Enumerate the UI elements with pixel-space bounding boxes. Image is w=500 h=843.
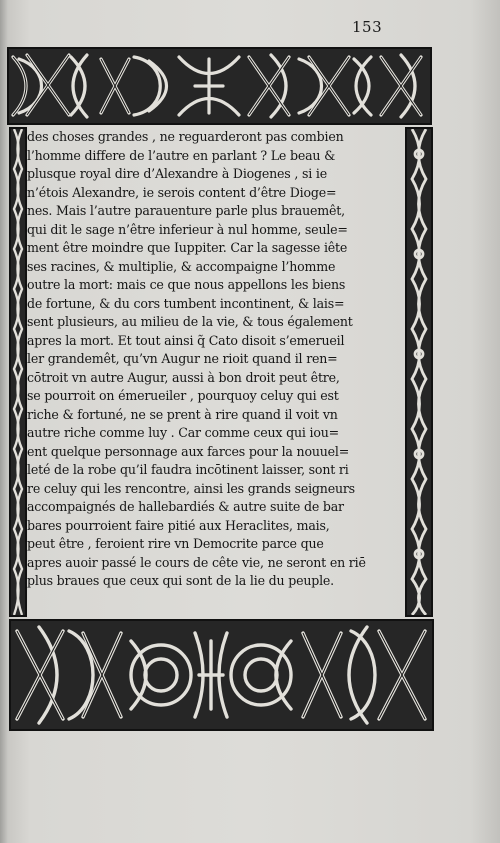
- text-line: des choses grandes , ne reguarderont pas combien: [27, 129, 344, 144]
- text-line: autre riche comme luy . Car comme ceux qui iou=: [27, 425, 340, 440]
- text-line: peut être , feroient rire vn Democrite parce que: [27, 536, 324, 551]
- text-line: apres auoir passé le cours de cête vie, ne seront en riē: [27, 554, 366, 570]
- text-line: ses racines, & multiplie, & accompaigne l’homme: [27, 258, 336, 274]
- text-line: ler grandemêt, qu’vn Augur ne rioit quand il ren=: [27, 351, 338, 366]
- text-line: qui dit le sage n’être inferieur à nul homme, seule=: [27, 221, 348, 237]
- text-line: plus braues que ceux qui sont de la lie du peuple.: [27, 573, 334, 588]
- text-line: n’étois Alexandre, ie serois content d’être Dioge=: [27, 184, 337, 200]
- text-line: apres la mort. Et tout ainsi q̃ Cato disoit s’emerueil: [27, 332, 345, 348]
- text-line: bares pourroient faire pitié aux Heraclites, mais,: [27, 517, 330, 533]
- top-knotwork-ornament: [7, 47, 432, 125]
- page-number: 153: [352, 18, 383, 36]
- text-line: l’homme differe de l’autre en parlant ? Le beau &: [27, 147, 336, 163]
- text-line: riche & fortuné, ne se prent à rire quand il voit vn: [27, 406, 338, 422]
- text-line: leté de la robe qu’il faudra incōtinent laisser, sont ri: [27, 462, 349, 477]
- text-line: ent quelque personnage aux farces pour la nouuel=: [27, 443, 350, 459]
- text-line: accompaignés de hallebardiés & autre suite de bar: [27, 499, 344, 514]
- text-body: [27, 128, 401, 614]
- text-line: outre la mort: mais ce que nous appellons les biens: [27, 277, 346, 292]
- text-line: cōtroit vn autre Augur, aussi à bon droit peut être,: [27, 369, 340, 385]
- left-knotwork-border: [9, 127, 27, 617]
- bottom-knotwork-ornament: [9, 619, 434, 731]
- text-line: de fortune, & du cors tumbent incontinent, & lais=: [27, 295, 345, 311]
- text-line: nes. Mais l’autre parauenture parle plus brauemêt,: [27, 203, 345, 218]
- text-line: ment être moindre que Iuppiter. Car la sagesse iête: [27, 240, 348, 255]
- text-line: se pourroit on émerueiler , pourquoy celuy qui est: [27, 388, 339, 403]
- text-line: sent plusieurs, au milieu de la vie, & tous également: [27, 314, 353, 329]
- text-line: re celuy qui les rencontre, ainsi les grands seigneurs: [27, 480, 355, 496]
- text-line: plusque royal dire d’Alexandre à Diogenes , si ie: [27, 166, 327, 181]
- right-knotwork-border: [405, 127, 433, 617]
